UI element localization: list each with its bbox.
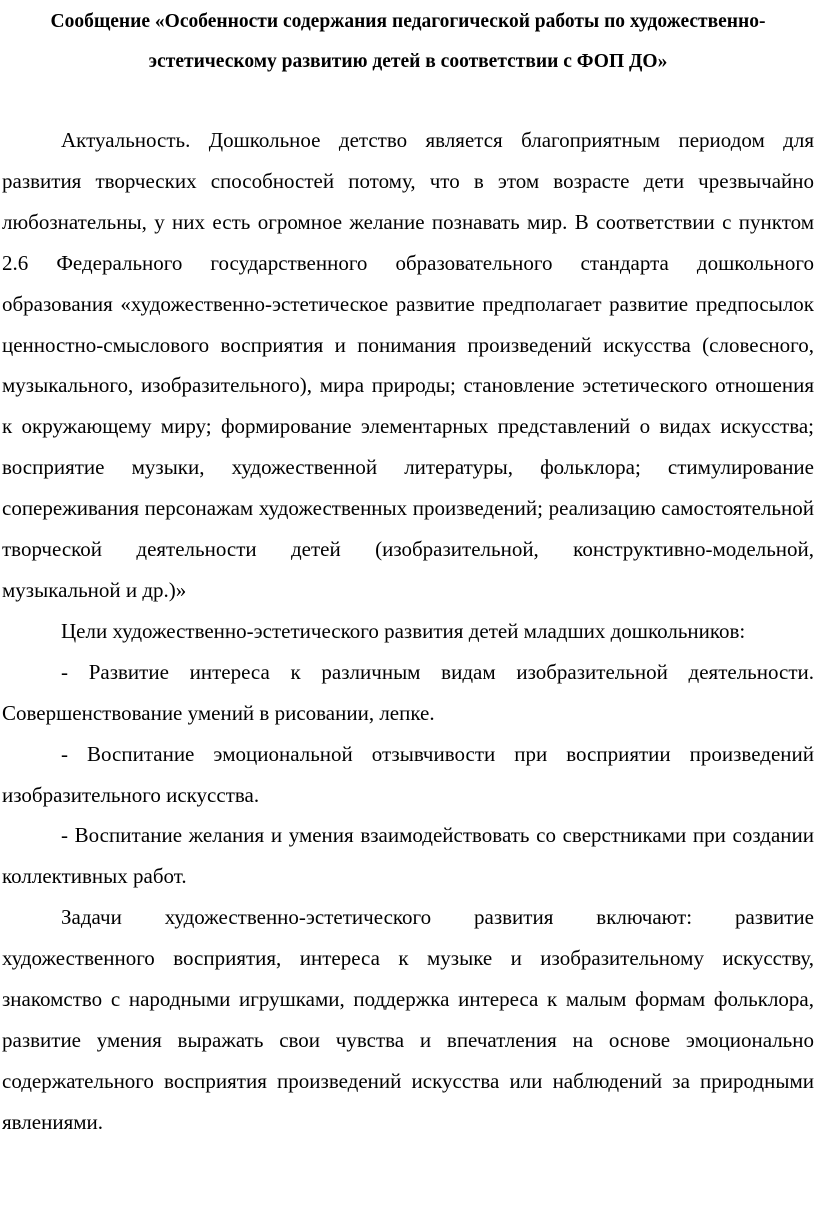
- goal-item: - Развитие интереса к различным видам изобразительной деятельности. Совершенствование умений в рисовании, лепке.: [2, 659, 814, 725]
- goal-item: - Воспитание желания и умения взаимодействовать со сверстниками при создании коллективных работ.: [2, 823, 814, 889]
- paragraph-tasks: Задачи художественно-эстетического развития включают: развитие художественного восприятия, интереса к музыке и изобразительному искусству, знакомство с народными игрушками, поддержка интереса к малым формам фольклора, развитие умения выражать свои чувства и впечатления на основе эмоционально содержательного восприятия произведений искусства или наблюдений за природными явлениями.: [2, 905, 814, 1134]
- paragraph-relevance: Актуальность. Дошкольное детство является благоприятным периодом для развития творческих способностей потому, что в этом возрасте дети чрезвычайно любознательны, у них есть огромное желание познавать мир. В соответствии с пунктом 2.6 Федерального государственного образовательного стандарта дошкольного образования «художественно-эстетическое развитие предполагает развитие предпосылок ценностно-смыслового восприятия и понимания произведений искусства (словесного, музыкального, изобразительного), мира природы; становление эстетического отношения к окружающему миру; формирование элементарных представлений о видах искусства; восприятие музыки, художественной литературы, фольклора; стимулирование сопереживания персонажам художественных произведений; реализацию самостоятельной творческой деятельности детей (изобразительной, конструктивно-модельной, музыкальной и др.)»: [2, 128, 814, 602]
- document-body: [2, 120, 814, 1143]
- paragraph-goals-intro: Цели художественно-эстетического развития детей младших дошкольников:: [61, 618, 746, 643]
- goal-item: - Воспитание эмоциональной отзывчивости при восприятии произведений изобразительного искусства.: [2, 741, 814, 807]
- document-title: Сообщение «Особенности содержания педагогической работы по художественно-эстетическому развитию детей в соответствии с ФОП ДО»: [50, 11, 766, 72]
